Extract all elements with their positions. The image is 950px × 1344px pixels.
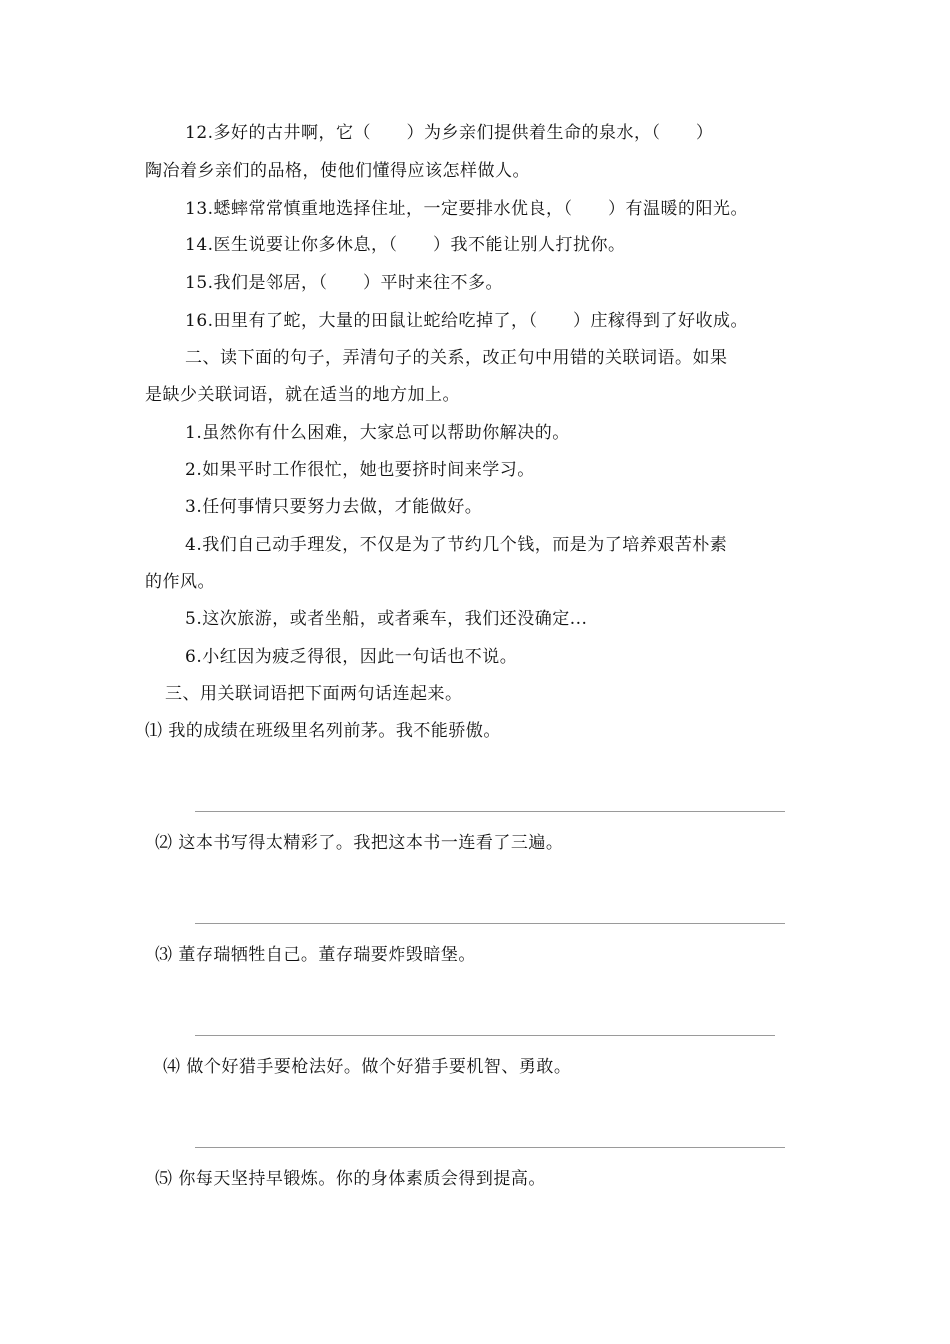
section2-item-6: 6.小红因为疲乏得很，因此一句话也不说。	[185, 647, 518, 667]
answer-line-1[interactable]	[195, 811, 785, 812]
section2-heading-line1: 二、读下面的句子，弄清句子的关系，改正句中用错的关联词语。如果	[185, 348, 728, 368]
question-14: 14.医生说要让你多休息，（ ）我不能让别人打扰你。	[185, 235, 626, 255]
section2-item-1: 1.虽然你有什么困难，大家总可以帮助你解决的。	[185, 423, 570, 443]
section3-question-2: ⑵ 这本书写得太精彩了。我把这本书一连看了三遍。	[155, 833, 564, 853]
answer-line-3[interactable]	[195, 1035, 775, 1036]
section2-item-3: 3.任何事情只要努力去做，才能做好。	[185, 497, 483, 517]
section2-item-5: 5.这次旅游，或者坐船，或者乘车，我们还没确定...	[185, 609, 588, 629]
section3-question-5: ⑸ 你每天坚持早锻炼。你的身体素质会得到提高。	[155, 1169, 546, 1189]
question-12-line1: 12.多好的古井啊，它（ ）为乡亲们提供着生命的泉水，（ ）	[185, 123, 714, 143]
question-12-line2: 陶冶着乡亲们的品格，使他们懂得应该怎样做人。	[145, 161, 530, 181]
section3-question-3: ⑶ 董存瑞牺牲自己。董存瑞要炸毁暗堡。	[155, 945, 476, 965]
section3-heading: 三、用关联词语把下面两句话连起来。	[165, 684, 463, 704]
section2-heading-line2: 是缺少关联词语，就在适当的地方加上。	[145, 385, 460, 405]
answer-line-2[interactable]	[195, 923, 785, 924]
question-15: 15.我们是邻居，（ ）平时来往不多。	[185, 273, 503, 293]
section2-item-4-line2: 的作风。	[145, 572, 215, 592]
answer-line-4[interactable]	[195, 1147, 785, 1148]
section2-item-4-line1: 4.我们自己动手理发，不仅是为了节约几个钱，而是为了培养艰苦朴素	[185, 535, 728, 555]
section3-question-1: ⑴ 我的成绩在班级里名列前茅。我不能骄傲。	[145, 721, 501, 741]
question-13: 13.蟋蟀常常慎重地选择住址，一定要排水优良，（ ）有温暖的阳光。	[185, 199, 748, 219]
section2-item-2: 2.如果平时工作很忙，她也要挤时间来学习。	[185, 460, 535, 480]
question-16: 16.田里有了蛇，大量的田鼠让蛇给吃掉了，（ ）庄稼得到了好收成。	[185, 311, 748, 331]
section3-question-4: ⑷ 做个好猎手要枪法好。做个好猎手要机智、勇敢。	[163, 1057, 572, 1077]
